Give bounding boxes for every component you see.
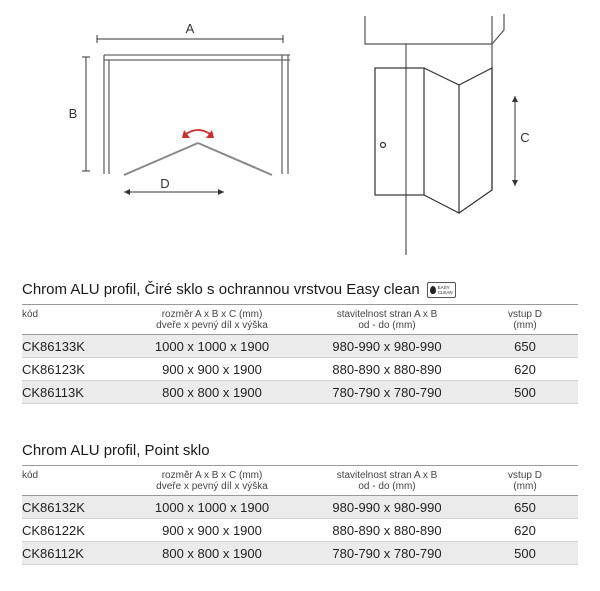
cell-entry: 650: [472, 335, 578, 358]
cell-entry: 650: [472, 496, 578, 519]
header-entry-line-1: vstup D: [508, 470, 542, 481]
table-row: [22, 519, 578, 542]
perspective-view-diagram: [365, 14, 518, 255]
cell-entry: 620: [472, 358, 578, 381]
cell-size: 900 x 900 x 1900: [122, 358, 302, 381]
dimension-label-d: D: [160, 176, 170, 191]
product-table: [22, 304, 578, 404]
cell-entry: 500: [472, 381, 578, 404]
section-title-text: Chrom ALU profil, Čiré sklo s ochrannou vrstvou Easy clean: [22, 281, 420, 298]
table-header-row: [22, 466, 578, 496]
cell-kod: CK86112K: [22, 542, 122, 565]
table-row: [22, 496, 578, 519]
section-title-text: Chrom ALU profil, Point sklo: [22, 442, 210, 459]
header-entry: [472, 305, 578, 335]
header-entry-line-2: (mm): [513, 320, 537, 331]
header-adjustability: [302, 466, 472, 496]
cell-size: 1000 x 1000 x 1900: [122, 335, 302, 358]
product-table: [22, 465, 578, 565]
cell-size: 900 x 900 x 1900: [122, 519, 302, 542]
header-size-line-1: rozměr A x B x C (mm): [161, 470, 263, 481]
header-size: [122, 305, 302, 335]
dimension-label-a: A: [185, 21, 195, 36]
cell-adjustability: 980-990 x 980-990: [302, 335, 472, 358]
cell-kod: CK86132K: [22, 496, 122, 519]
header-adj-line-2: od - do (mm): [358, 481, 416, 492]
header-size: [122, 466, 302, 496]
technical-diagram: [0, 0, 600, 265]
product-section-point: [22, 440, 578, 565]
cell-size: 800 x 800 x 1900: [122, 381, 302, 404]
header-size-line-2: dveře x pevný díl x výška: [156, 320, 268, 331]
table-row: [22, 542, 578, 565]
header-adj-line-1: stavitelnost stran A x B: [336, 309, 438, 320]
water-drop-icon: [430, 286, 436, 294]
easy-clean-badge: [427, 282, 456, 298]
cell-adjustability: 980-990 x 980-990: [302, 496, 472, 519]
cell-adjustability: 880-890 x 880-890: [302, 358, 472, 381]
table-row: [22, 381, 578, 404]
dimension-label-c: C: [520, 130, 530, 145]
header-adjustability: [302, 305, 472, 335]
header-adj-line-1: stavitelnost stran A x B: [336, 470, 438, 481]
header-adj-line-2: od - do (mm): [358, 320, 416, 331]
cell-entry: 500: [472, 542, 578, 565]
product-section-easy-clean: [22, 279, 578, 404]
cell-kod: CK86133K: [22, 335, 122, 358]
header-entry: [472, 466, 578, 496]
header-size-line-1: rozměr A x B x C (mm): [161, 309, 263, 320]
table-header-row: [22, 305, 578, 335]
header-entry-line-2: (mm): [513, 481, 537, 492]
table-row: [22, 335, 578, 358]
header-size-line-2: dveře x pevný díl x výška: [156, 481, 268, 492]
table-row: [22, 358, 578, 381]
cell-adjustability: 780-790 x 780-790: [302, 381, 472, 404]
header-kod: kód: [22, 305, 122, 335]
cell-entry: 620: [472, 519, 578, 542]
cell-adjustability: 780-790 x 780-790: [302, 542, 472, 565]
section-title: [22, 440, 578, 462]
header-entry-line-1: vstup D: [508, 309, 542, 320]
header-kod: kód: [22, 466, 122, 496]
badge-line-2: CLEAN: [437, 290, 453, 295]
cell-size: 1000 x 1000 x 1900: [122, 496, 302, 519]
dimension-label-b: B: [68, 106, 78, 121]
section-title: [22, 279, 578, 301]
cell-kod: CK86113K: [22, 381, 122, 404]
top-view-diagram: [82, 35, 290, 195]
cell-kod: CK86123K: [22, 358, 122, 381]
cell-size: 800 x 800 x 1900: [122, 542, 302, 565]
badge-line-1: EASY: [437, 285, 450, 290]
cell-adjustability: 880-890 x 880-890: [302, 519, 472, 542]
cell-kod: CK86122K: [22, 519, 122, 542]
